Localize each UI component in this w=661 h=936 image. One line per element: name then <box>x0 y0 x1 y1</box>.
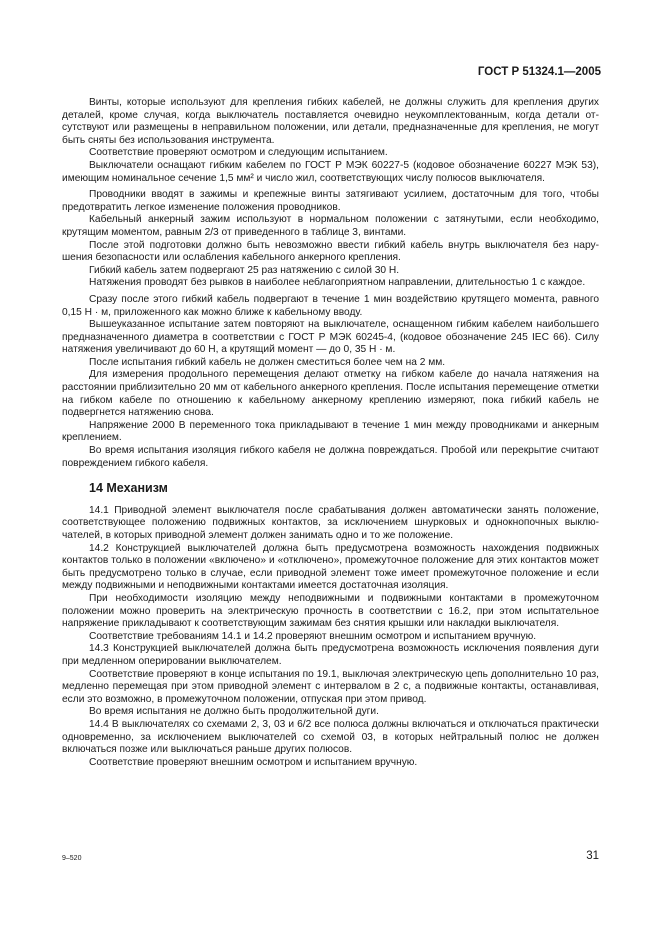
page-number: 31 <box>586 850 599 862</box>
section-title: 14 Механизм <box>89 481 168 496</box>
paragraph: Напряжение 2000 В переменного тока прикладывают в течение 1 мин между проводниками и анкерным креплением. <box>62 419 599 444</box>
print-mark: 9–520 <box>62 855 82 862</box>
paragraph: Для измерения продольного перемещения делают отметку на гибком кабеле до начала натяжения на расстоянии приблизительно 20 мм от кабельного анкерного крепления. После испытания перемещение отметки на гибком кабеле по отношению к кабельному анкерному креплению измеряют, пока гибкий кабель не подвергнется натяжению снова. <box>62 369 599 419</box>
page-body <box>62 97 599 769</box>
paragraph: 14.2 Конструкцией выключателей должна быть предусмотрена возможность нахождения подвижных контактов только в положении «включено» и «отключено», промежуточное положение для этих контактов может быть предусмотрено только в случае, если приводной элемент тоже имеет промежуточное положение и если между подвижными и неподвижными контактами имеется достаточная изоляция. <box>62 542 599 592</box>
paragraph: Во время испытания изоляция гибкого кабеля не должна повреждаться. Пробой или перекрытие считают повреждением гибкого кабеля. <box>62 445 599 469</box>
paragraph: Натяжения проводят без рывков в наиболее неблагоприятном направлении, длительностью 1 с каждое. <box>89 277 586 289</box>
document-code: ГОСТ Р 51324.1—2005 <box>477 66 601 78</box>
paragraph: После этой подготовки должно быть невозможно ввести гибкий кабель внутрь выключателя без нарушения безопасности или ослабления кабельного анкерного крепления. <box>62 239 599 264</box>
paragraph: Соответствие проверяют осмотром и следующим испытанием. <box>89 147 388 159</box>
paragraph: 14.1 Приводной элемент выключателя после срабатывания должен автоматически занять положение, соответствующее положению подвижных контактов, за исключением шнурковых и однокнопочных выключателей, в которых приводной элемент должен занимать одно и то же положение. <box>62 504 599 541</box>
paragraph: Во время испытания не должно быть продолжительной дуги. <box>89 706 379 718</box>
paragraph: Соответствие проверяют внешним осмотром и испытанием вручную. <box>89 756 418 768</box>
paragraph: Выключатели оснащают гибким кабелем по ГОСТ Р МЭК 60227-5 (кодовое обозначение 60227 МЭК 53), имеющим номинальное сечение 1,5 мм² и число жил, соответствующих числу полюсов выключателя. <box>62 159 599 184</box>
paragraph: Соответствие требованиям 14.1 и 14.2 проверяют внешним осмотром и испытанием вручную. <box>89 630 537 642</box>
paragraph: Кабельный анкерный зажим используют в нормальном положении с затянутыми, если необходимо, крутящим моментом, равным 2/3 от приведенного в таблице 3, винтами. <box>62 214 599 238</box>
paragraph: Вышеуказанное испытание затем повторяют на выключателе, оснащенном гибким кабелем наибольшего предназначенного диаметра в соответствии с ГОСТ Р МЭК 60245-4, (кодовое обозначение 245 IEC 66). Силу натяжения увеличивают до 60 Н, а крутящий момент — до 0, 35 Н · м. <box>62 319 599 356</box>
paragraph: 14.4 В выключателях со схемами 2, 3, 03 и 6/2 все полюса должны включаться и отключаться практически одновременно, за исключением выключателей со схемой 03, в которых нейтральный полюс не должен включаться позже или выключаться раньше других полюсов. <box>62 718 599 756</box>
paragraph: 14.3 Конструкцией выключателей должна быть предусмотрена возможность исключения появления дуги при медленном оперировании выключателем. <box>62 643 599 667</box>
paragraph: Гибкий кабель затем подвергают 25 раз натяжению с силой 30 Н. <box>89 264 400 276</box>
paragraph: При необходимости изоляцию между неподвижными и подвижными контактами в промежуточном положении можно проверить на электрическую прочность в соответствии с 16.2, при этом испытательное напряжение прикладывают к соответствующим зажимам без снятия крышки или накладки выключателя. <box>62 592 599 630</box>
paragraph: Винты, которые используют для крепления гибких кабелей, не должны служить для крепления других деталей, кроме случая, когда выключатель поставляется очевидно неукомплектованным, когда детали отсутствуют или размещены в неправильном положении, или детали, предназначенные для крепления, не могут быть сняты без использования инструмента. <box>62 97 599 146</box>
paragraph: Соответствие проверяют в конце испытания по 19.1, выключая электрическую цепь дополнительно 10 раз, медленно перемещая при этом приводной элемент с интервалом в 2 с, а подвижные контакты, останавливая, если это возможно, в промежуточном положении, отпуская при этом привод. <box>62 668 599 705</box>
paragraph: Сразу после этого гибкий кабель подвергают в течение 1 мин воздействию крутящего момента, равного 0,15 Н · м, приложенного как можно ближе к кабельному вводу. <box>62 293 599 318</box>
paragraph: После испытания гибкий кабель не должен сместиться более чем на 2 мм. <box>89 356 446 368</box>
paragraph: Проводники вводят в зажимы и крепежные винты затягивают усилием, достаточным для того, чтобы предотвратить легкое изменение положения проводников. <box>62 189 599 213</box>
